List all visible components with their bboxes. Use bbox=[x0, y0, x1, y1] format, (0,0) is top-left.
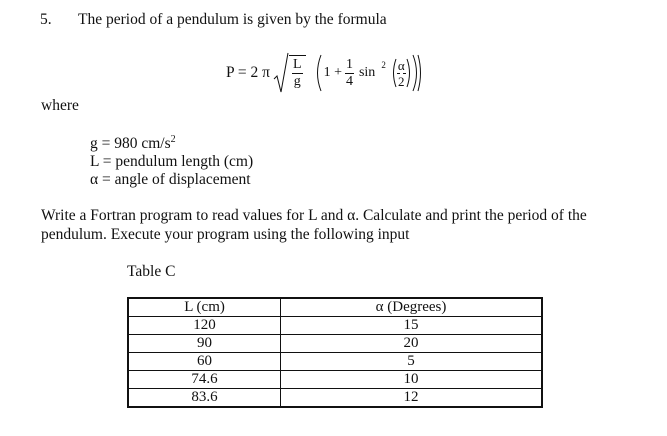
quarter-numerator: 1 bbox=[345, 56, 353, 72]
alpha-definition: α = angle of displacement bbox=[90, 171, 251, 189]
outer-paren-group bbox=[314, 54, 423, 92]
problem-statement: The period of a pendulum is given by the formula bbox=[78, 11, 387, 28]
table-caption: Table C bbox=[127, 263, 176, 280]
table-row bbox=[128, 317, 542, 335]
outer-right-paren-second bbox=[417, 54, 423, 92]
gravity-text: g = 980 cm/s bbox=[90, 135, 171, 153]
angle-denominator: 2 bbox=[397, 73, 405, 89]
length-cell: 83.6 bbox=[128, 389, 281, 408]
angle-cell: 12 bbox=[281, 389, 542, 408]
table-row bbox=[128, 335, 542, 353]
sin-exponent: 2 bbox=[381, 60, 386, 70]
sqrt-sign bbox=[273, 51, 289, 95]
sin-function: sin bbox=[358, 65, 376, 80]
formula-lhs: P = 2 π bbox=[226, 64, 270, 81]
column-header-length: L (cm) bbox=[128, 298, 281, 317]
problem-number: 5. bbox=[40, 11, 52, 28]
instructions-line-2: pendulum. Execute your program using the following input bbox=[41, 226, 410, 243]
half-angle bbox=[397, 59, 406, 88]
angle-cell: 20 bbox=[281, 335, 542, 353]
length-cell: 74.6 bbox=[128, 371, 281, 389]
length-cell: 90 bbox=[128, 335, 281, 353]
sqrt-denominator: g bbox=[293, 74, 301, 89]
pendulum-formula bbox=[226, 51, 423, 95]
table-row bbox=[128, 389, 542, 408]
inner-paren-group bbox=[391, 58, 412, 88]
angle-cell: 15 bbox=[281, 317, 542, 335]
sqrt-numerator: L bbox=[293, 57, 302, 72]
one-quarter bbox=[345, 58, 354, 89]
angle-cell: 10 bbox=[281, 371, 542, 389]
instructions-line-1: Write a Fortran program to read values for L and α. Calculate and print the period of the bbox=[41, 207, 587, 224]
gravity-exponent: 2 bbox=[170, 134, 176, 145]
length-definition: L = pendulum length (cm) bbox=[90, 153, 254, 171]
where-label: where bbox=[41, 97, 79, 114]
length-over-gravity bbox=[292, 58, 303, 89]
one-plus: 1 + bbox=[323, 65, 342, 80]
quarter-denominator: 4 bbox=[345, 73, 353, 89]
table-header-row bbox=[128, 298, 542, 317]
gravity-definition bbox=[90, 131, 253, 153]
input-data-table bbox=[127, 297, 543, 408]
table-row bbox=[128, 371, 542, 389]
variable-definitions bbox=[90, 131, 253, 189]
angle-numerator: α bbox=[397, 57, 405, 73]
angle-cell: 5 bbox=[281, 353, 542, 371]
column-header-angle: α (Degrees) bbox=[281, 298, 542, 317]
outer-left-paren bbox=[314, 54, 322, 92]
length-cell: 60 bbox=[128, 353, 281, 371]
table-row bbox=[128, 353, 542, 371]
sqrt-radicand bbox=[289, 55, 306, 89]
length-cell: 120 bbox=[128, 317, 281, 335]
